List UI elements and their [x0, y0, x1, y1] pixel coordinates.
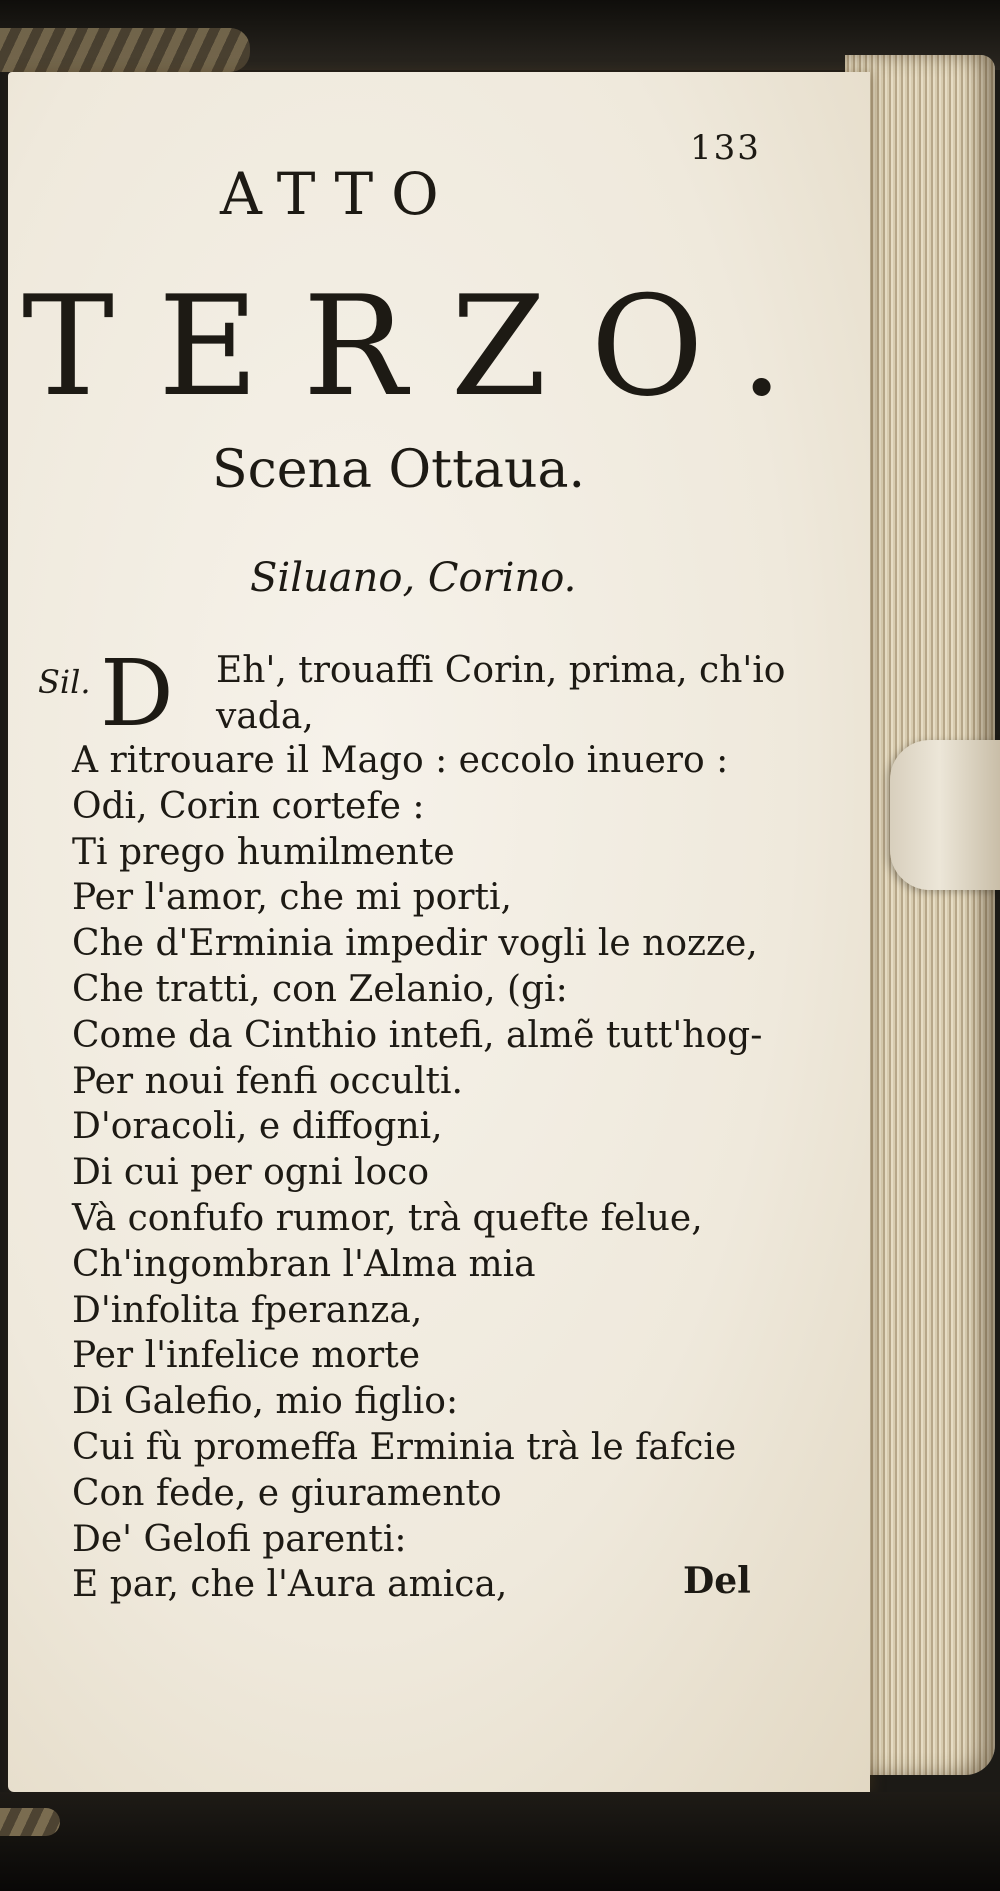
verse-line: Di Galefio, mio figlio: [72, 1381, 459, 1423]
verse-line: Cui fù promeffa Erminia trà le fafcie [72, 1426, 737, 1468]
bookmark-cord-end [0, 1808, 60, 1836]
verse-line: Ti prego humilmente [72, 831, 455, 873]
scene-title: Scena Ottaua. [212, 440, 585, 500]
verse-line: Và confufo rumor, trà quefte felue, [72, 1197, 703, 1239]
background-bottom [0, 1792, 1000, 1891]
page-number: 133 [690, 128, 761, 168]
drop-cap: D [100, 640, 174, 747]
verse-lines [72, 738, 812, 1608]
verse-line: Per l'amor, che mi porti, [72, 877, 512, 919]
verse-line: D'infolita fperanza, [72, 1289, 423, 1331]
page-tab [890, 740, 1000, 890]
verse-line: A ritrouare il Mago : eccolo inuero : [72, 740, 729, 781]
verse-line: Ch'ingombran l'Alma mia [72, 1243, 536, 1285]
bookmark-cord [0, 28, 250, 72]
verse-line: Come da Cinthio intefi, almẽ tutt'hog- [72, 1014, 763, 1056]
verse-line: Per noui fenfi occulti. [72, 1060, 463, 1102]
verse-line: Odi, Corin cortefe : [72, 785, 425, 827]
verse-line: Per l'infelice morte [72, 1335, 421, 1377]
verse-line: D'oracoli, e diffogni, [72, 1106, 443, 1148]
verse-line: Che d'Erminia impedir vogli le nozze, [72, 923, 758, 965]
running-head: ATTO [220, 160, 457, 228]
verse-first-line: Eh', trouaffi Corin, prima, ch'io [216, 650, 786, 691]
verse-line: E par, che l'Aura amica, [72, 1564, 508, 1606]
characters-list: Siluano, Corino. [250, 555, 577, 601]
verse-first-line-continuation: vada, [216, 696, 314, 737]
act-title: TERZO. [22, 266, 828, 427]
speaker-label: Sil. [38, 663, 91, 701]
verse-line: Con fede, e giuramento [72, 1472, 502, 1514]
verse-line: De' Gelofi parenti: [72, 1518, 407, 1560]
catchword: Del [683, 1560, 751, 1602]
verse-line: Che tratti, con Zelanio, (gi: [72, 968, 568, 1010]
verse-line: Di cui per ogni loco [72, 1152, 430, 1194]
